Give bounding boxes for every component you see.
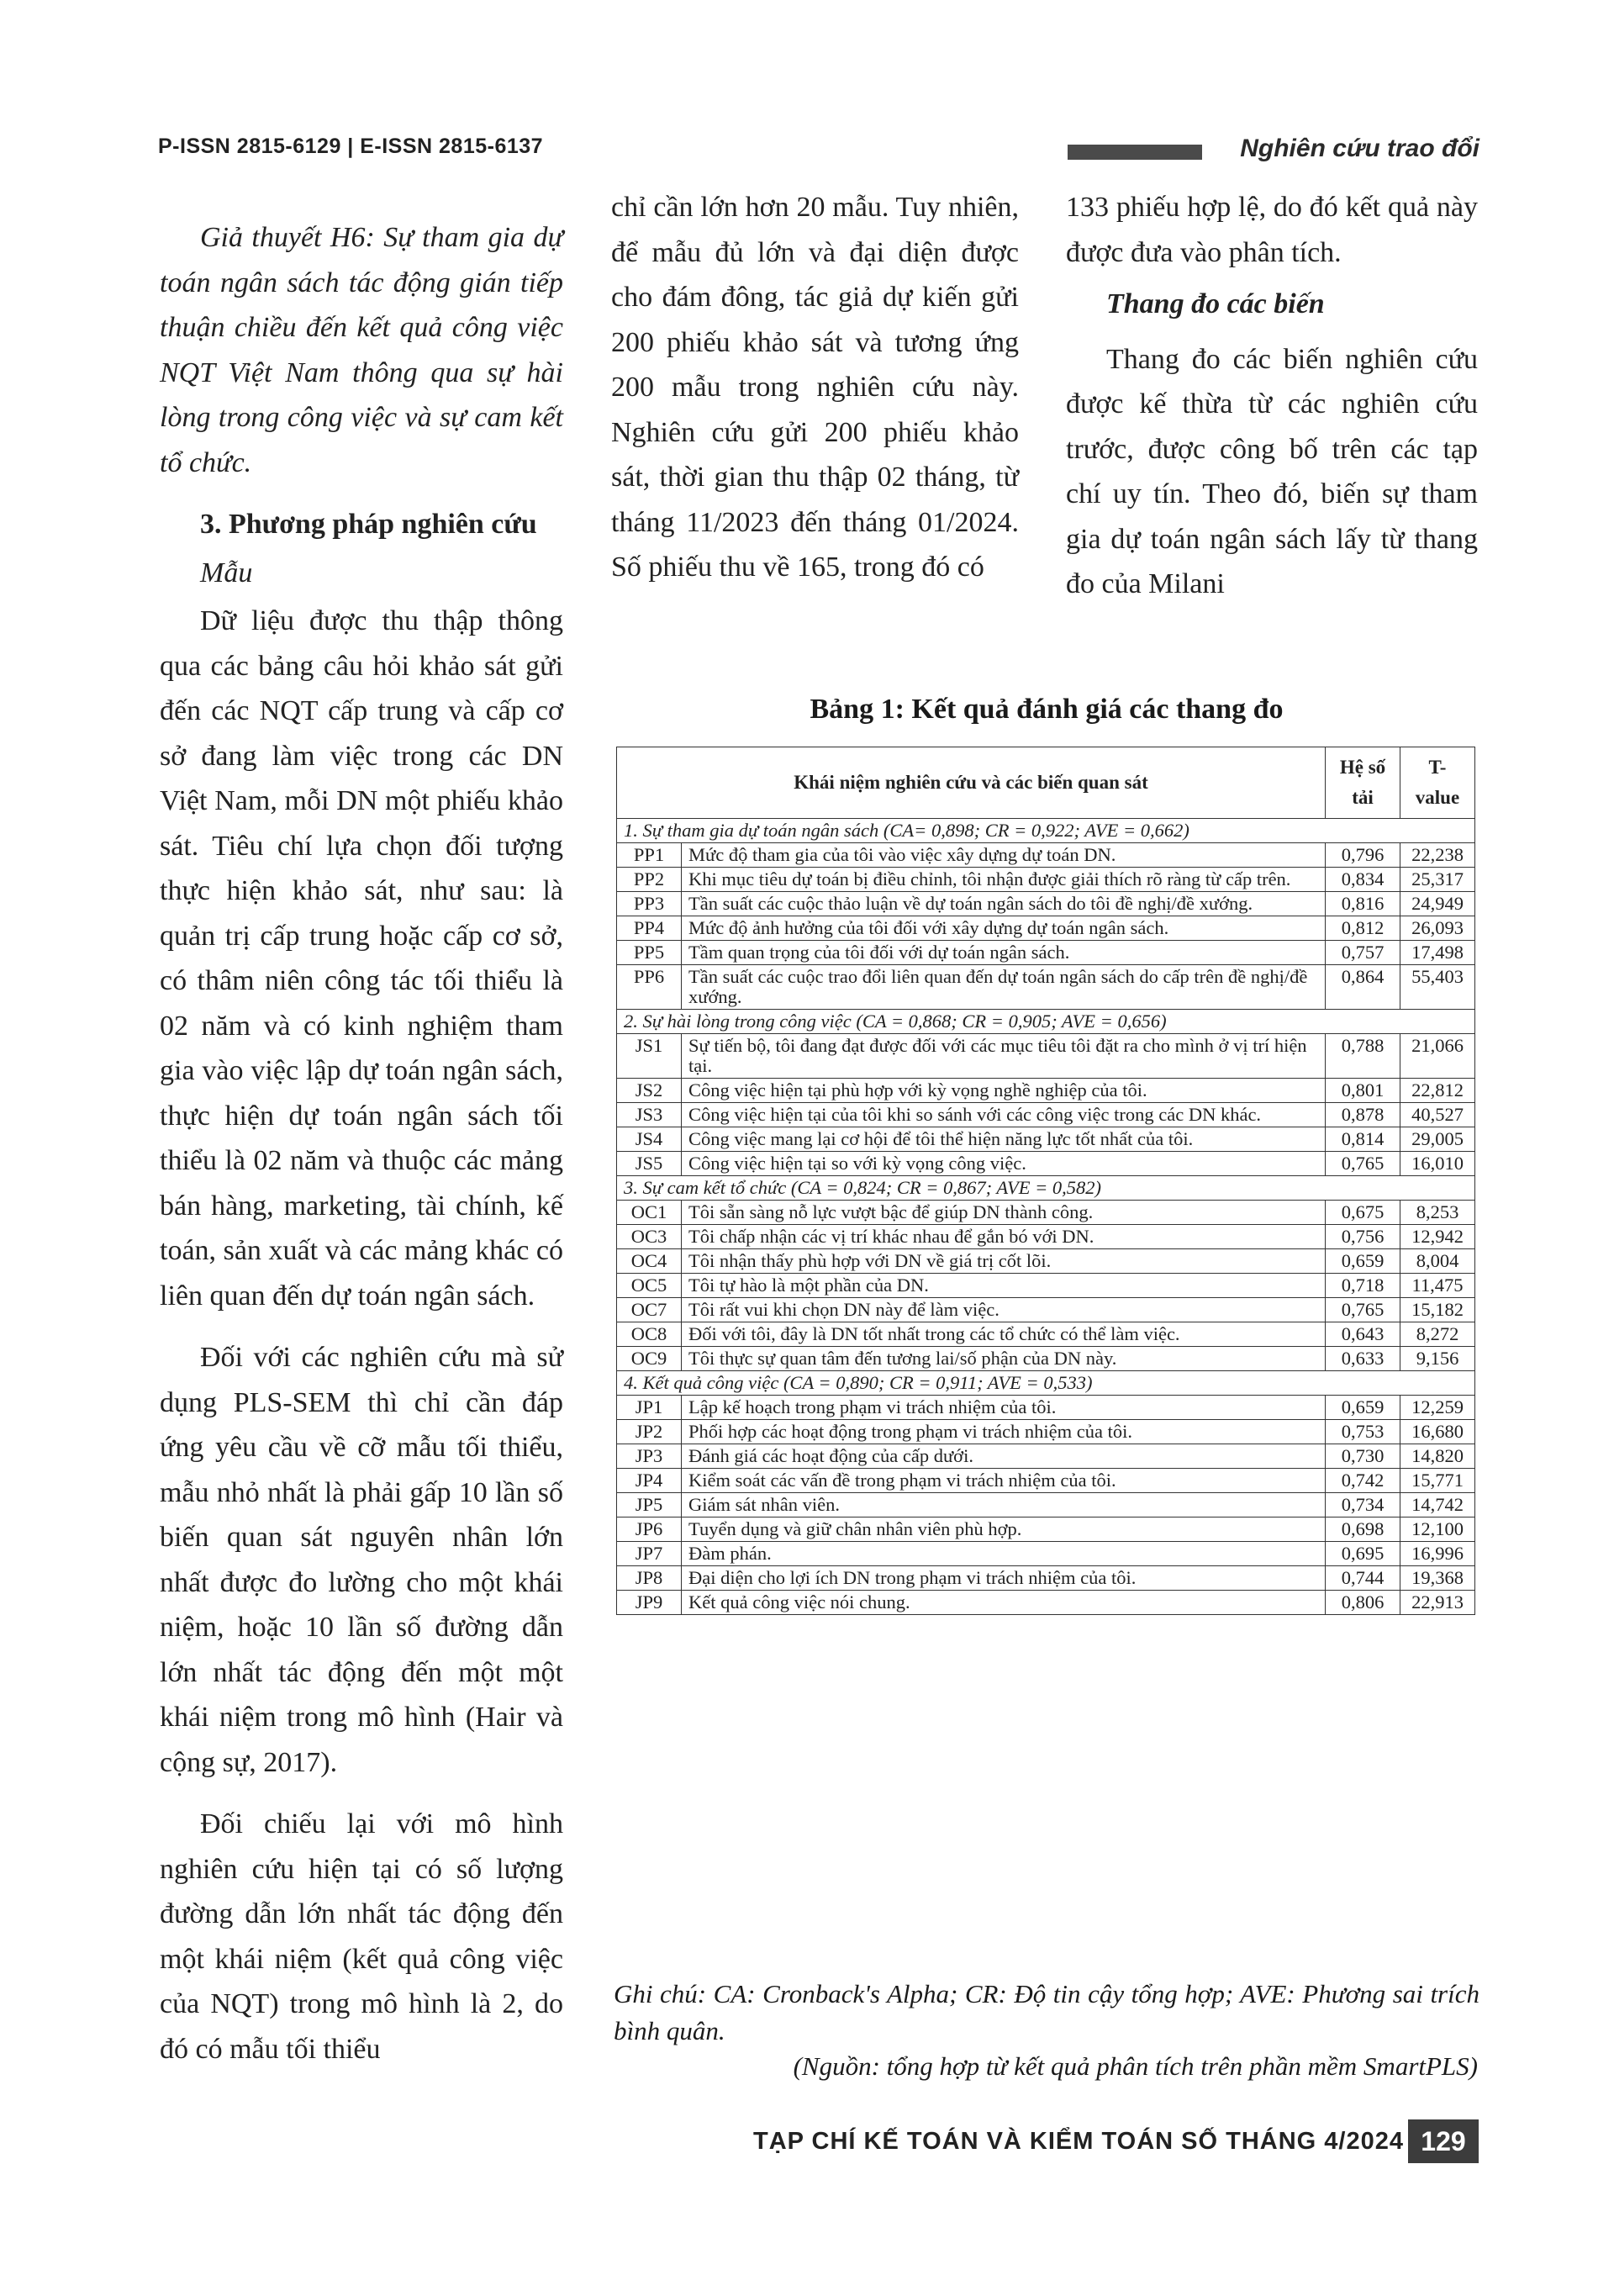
t-value: 55,403 [1400,965,1475,1010]
variable-code: OC4 [617,1249,682,1274]
variable-code: PP2 [617,868,682,892]
t-value: 12,259 [1400,1396,1475,1420]
paragraph-min-sample: Đối chiếu lại với mô hình nghiên cứu hiện tại có số lượng đường dẫn lớn nhất tác động đến một khái niệm (kết quả công việc của NQT) trong mô hình là 2, do đó có mẫu tối thiểu [160,1808,563,2065]
table-row [617,1396,1475,1420]
paragraph-pls-sem: Đối với các nghiên cứu mà sử dụng PLS-SEM thì chỉ cần đáp ứng yêu cầu về cỡ mẫu tối thiểu, mẫu nhỏ nhất là phải gấp 10 lần số biến quan sát nguyên nhân lớn nhất được đo lường cho một khái niệm, hoặc 10 lần số đường dẫn lớn nhất tác động đến một một khái niệm trong mô hình (Hair và cộng sự, 2017). [160,1342,563,1778]
variable-code: OC8 [617,1322,682,1347]
table-title: Bảng 1: Kết quả đánh giá các thang đo [810,694,1284,725]
scale-evaluation-table [616,747,1475,1615]
t-value: 14,820 [1400,1444,1475,1469]
t-value: 12,100 [1400,1517,1475,1542]
variable-code: JP3 [617,1444,682,1469]
table-row [617,1469,1475,1493]
variable-text: Tần suất các cuộc thảo luận về dự toán ngân sách do tôi đề nghị/đề xướng. [682,892,1326,916]
subheading-scales: Thang đo các biến [1106,288,1325,319]
table-row [617,1347,1475,1371]
text-column-3 [1066,185,1478,607]
table-body [617,819,1475,1615]
variable-code: JP7 [617,1542,682,1566]
header-concept: Khái niệm nghiên cứu và các biến quan sát [617,747,1326,819]
loading-value: 0,878 [1326,1103,1400,1127]
t-value: 8,253 [1400,1201,1475,1225]
loading-value: 0,675 [1326,1201,1400,1225]
variable-code: JP8 [617,1566,682,1591]
t-value: 11,475 [1400,1274,1475,1298]
variable-text: Lập kế hoạch trong phạm vi trách nhiệm của tôi. [682,1396,1326,1420]
table-row [617,1152,1475,1176]
variable-text: Sự tiến bộ, tôi đang đạt được đối với các mục tiêu tôi đặt ra cho mình ở vị trí hiện tại. [682,1034,1326,1079]
variable-text: Kết quả công việc nói chung. [682,1591,1326,1615]
loading-value: 0,753 [1326,1420,1400,1444]
variable-code: PP5 [617,941,682,965]
table-row [617,1493,1475,1517]
variable-text: Kiểm soát các vấn đề trong phạm vi trách nhiệm của tôi. [682,1469,1326,1493]
variable-code: OC5 [617,1274,682,1298]
variable-code: OC3 [617,1225,682,1249]
group-title: 1. Sự tham gia dự toán ngân sách (CA= 0,898; CR = 0,922; AVE = 0,662) [617,819,1475,843]
loading-value: 0,734 [1326,1493,1400,1517]
loading-value: 0,695 [1326,1542,1400,1566]
hypothesis-h6: Giả thuyết H6: Sự tham gia dự toán ngân sách tác động gián tiếp thuận chiều đến kết quả công việc NQT Việt Nam thông qua sự hài lòng trong công việc và sự cam kết tổ chức. [160,222,563,478]
table-header-row [617,747,1475,819]
t-value: 8,004 [1400,1249,1475,1274]
t-value: 9,156 [1400,1347,1475,1371]
t-value: 16,010 [1400,1152,1475,1176]
table-group-row [617,1176,1475,1201]
section-heading: 3. Phương pháp nghiên cứu [200,509,537,540]
table-row [617,941,1475,965]
loading-value: 0,765 [1326,1152,1400,1176]
variable-text: Tôi chấp nhận các vị trí khác nhau để gắn bó với DN. [682,1225,1326,1249]
variable-code: JP4 [617,1469,682,1493]
variable-text: Tầm quan trọng của tôi đối với dự toán ngân sách. [682,941,1326,965]
variable-code: JS2 [617,1079,682,1103]
t-value: 24,949 [1400,892,1475,916]
loading-value: 0,718 [1326,1274,1400,1298]
variable-text: Công việc hiện tại so với kỳ vọng công việc. [682,1152,1326,1176]
table-row [617,1298,1475,1322]
text-column-2 [611,185,1019,590]
table-row [617,892,1475,916]
variable-code: PP3 [617,892,682,916]
variable-code: PP1 [617,843,682,868]
table-row [617,1322,1475,1347]
variable-text: Khi mục tiêu dự toán bị điều chỉnh, tôi nhận được giải thích rõ ràng từ cấp trên. [682,868,1326,892]
loading-value: 0,633 [1326,1347,1400,1371]
loading-value: 0,814 [1326,1127,1400,1152]
loading-value: 0,864 [1326,965,1400,1010]
variable-code: JP9 [617,1591,682,1615]
t-value: 14,742 [1400,1493,1475,1517]
loading-value: 0,812 [1326,916,1400,941]
paragraph-scales: Thang đo các biến nghiên cứu được kế thừa từ các nghiên cứu trước, được công bố trên các tạp chí uy tín. Theo đó, biến sự tham gia dự toán ngân sách lấy từ thang đo của Milani [1066,343,1478,599]
header-loading: Hệ số tải [1326,747,1400,819]
variable-text: Tôi nhận thấy phù hợp với DN về giá trị cốt lõi. [682,1249,1326,1274]
loading-value: 0,659 [1326,1396,1400,1420]
table-row [617,916,1475,941]
variable-text: Phối hợp các hoạt động trong phạm vi trách nhiệm của tôi. [682,1420,1326,1444]
table-row [617,1249,1475,1274]
table-row [617,1079,1475,1103]
t-value: 19,368 [1400,1566,1475,1591]
t-value: 8,272 [1400,1322,1475,1347]
table-note: Ghi chú: CA: Cronback's Alpha; CR: Độ tin cậy tổng hợp; AVE: Phương sai trích bình quân. [614,1979,1480,2045]
table-group-row [617,1371,1475,1396]
issn-header: P-ISSN 2815-6129 | E-ISSN 2815-6137 [158,135,544,158]
loading-value: 0,834 [1326,868,1400,892]
t-value: 22,238 [1400,843,1475,868]
t-value: 15,771 [1400,1469,1475,1493]
table-row [617,1103,1475,1127]
table-row [617,1274,1475,1298]
variable-code: JS1 [617,1034,682,1079]
header-tvalue: T-value [1400,747,1475,819]
variable-text: Tần suất các cuộc trao đổi liên quan đến dự toán ngân sách do cấp trên đề nghị/đề xướng. [682,965,1326,1010]
loading-value: 0,730 [1326,1444,1400,1469]
paragraph-sample-size: chỉ cần lớn hơn 20 mẫu. Tuy nhiên, để mẫu đủ lớn và đại diện được cho đám đông, tác giả dự kiến gửi 200 phiếu khảo sát và tương ứng 200 mẫu trong nghiên cứu này. Nghiên cứu gửi 200 phiếu khảo sát, thời gian thu thập 02 tháng, từ tháng 11/2023 đến tháng 01/2024. Số phiếu thu về 165, trong đó có [611,192,1019,583]
table-row [617,1127,1475,1152]
variable-code: JP1 [617,1396,682,1420]
loading-value: 0,643 [1326,1322,1400,1347]
loading-value: 0,796 [1326,843,1400,868]
page-number: 129 [1408,2119,1479,2163]
variable-text: Giám sát nhân viên. [682,1493,1326,1517]
variable-code: JS3 [617,1103,682,1127]
t-value: 40,527 [1400,1103,1475,1127]
variable-code: JP2 [617,1420,682,1444]
loading-value: 0,744 [1326,1566,1400,1591]
t-value: 17,498 [1400,941,1475,965]
table-source: (Nguồn: tổng hợp từ kết quả phân tích trên phần mềm SmartPLS) [793,2051,1478,2081]
variable-text: Công việc mang lại cơ hội để tôi thể hiện năng lực tốt nhất của tôi. [682,1127,1326,1152]
table-row [617,1566,1475,1591]
variable-text: Tôi tự hào là một phần của DN. [682,1274,1326,1298]
t-value: 21,066 [1400,1034,1475,1079]
loading-value: 0,698 [1326,1517,1400,1542]
group-title: 3. Sự cam kết tổ chức (CA = 0,824; CR = 0,867; AVE = 0,582) [617,1176,1475,1201]
table-row [617,843,1475,868]
group-title: 4. Kết quả công việc (CA = 0,890; CR = 0,911; AVE = 0,533) [617,1371,1475,1396]
t-value: 22,812 [1400,1079,1475,1103]
t-value: 25,317 [1400,868,1475,892]
paragraph-sample-data: Dữ liệu được thu thập thông qua các bảng câu hỏi khảo sát gửi đến các NQT cấp trung và cấp cơ sở đang làm việc trong các DN Việt Nam, mỗi DN một phiếu khảo sát. Tiêu chí lựa chọn đối tượng thực hiện khảo sát, như sau: là quản trị cấp trung hoặc cấp cơ sở, có thâm niên công tác tối thiểu là 02 năm và có kinh nghiệm tham gia vào việc lập dự toán ngân sách, thực hiện dự toán ngân sách tối thiểu là 02 năm và thuộc các mảng bán hàng, marketing, tài chính, kế toán, sản xuất và các mảng khác có liên quan đến dự toán ngân sách. [160,605,563,1312]
table-row [617,1517,1475,1542]
variable-text: Tôi sẵn sàng nỗ lực vượt bậc để giúp DN thành công. [682,1201,1326,1225]
header-decor-bar [1068,145,1202,160]
table-row [617,868,1475,892]
variable-code: JP6 [617,1517,682,1542]
loading-value: 0,765 [1326,1298,1400,1322]
t-value: 22,913 [1400,1591,1475,1615]
journal-footer: TẠP CHÍ KẾ TOÁN VÀ KIỂM TOÁN SỐ THÁNG 4/2024 [753,2128,1404,2155]
t-value: 12,942 [1400,1225,1475,1249]
variable-text: Mức độ ảnh hưởng của tôi đối với xây dựng dự toán ngân sách. [682,916,1326,941]
loading-value: 0,756 [1326,1225,1400,1249]
variable-code: JP5 [617,1493,682,1517]
text-column-1 [160,215,563,2072]
variable-text: Tuyển dụng và giữ chân nhân viên phù hợp. [682,1517,1326,1542]
variable-text: Công việc hiện tại của tôi khi so sánh với các công việc trong các DN khác. [682,1103,1326,1127]
table-row [617,1591,1475,1615]
table-row [617,1034,1475,1079]
variable-text: Đánh giá các hoạt động của cấp dưới. [682,1444,1326,1469]
loading-value: 0,742 [1326,1469,1400,1493]
variable-text: Mức độ tham gia của tôi vào việc xây dựng dự toán DN. [682,843,1326,868]
table-group-row [617,1010,1475,1034]
variable-code: JS5 [617,1152,682,1176]
paragraph-valid-responses: 133 phiếu hợp lệ, do đó kết quả này được đưa vào phân tích. [1066,192,1478,268]
variable-text: Đàm phán. [682,1542,1326,1566]
variable-code: OC1 [617,1201,682,1225]
table-group-row [617,819,1475,843]
variable-text: Đối với tôi, đây là DN tốt nhất trong các tổ chức có thể làm việc. [682,1322,1326,1347]
table-row [617,1225,1475,1249]
loading-value: 0,757 [1326,941,1400,965]
variable-text: Tôi thực sự quan tâm đến tương lai/số phận của DN này. [682,1347,1326,1371]
group-title: 2. Sự hài lòng trong công việc (CA = 0,868; CR = 0,905; AVE = 0,656) [617,1010,1475,1034]
section-header: Nghiên cứu trao đổi [1240,135,1480,162]
variable-text: Công việc hiện tại phù hợp với kỳ vọng nghề nghiệp của tôi. [682,1079,1326,1103]
variable-code: PP4 [617,916,682,941]
variable-text: Tôi rất vui khi chọn DN này để làm việc. [682,1298,1326,1322]
loading-value: 0,816 [1326,892,1400,916]
t-value: 16,996 [1400,1542,1475,1566]
variable-code: OC9 [617,1347,682,1371]
table-row [617,1201,1475,1225]
variable-text: Đại diện cho lợi ích DN trong phạm vi trách nhiệm của tôi. [682,1566,1326,1591]
loading-value: 0,801 [1326,1079,1400,1103]
loading-value: 0,806 [1326,1591,1400,1615]
t-value: 15,182 [1400,1298,1475,1322]
table-row [617,965,1475,1010]
variable-code: JS4 [617,1127,682,1152]
loading-value: 0,788 [1326,1034,1400,1079]
t-value: 16,680 [1400,1420,1475,1444]
variable-code: PP6 [617,965,682,1010]
table-row [617,1542,1475,1566]
loading-value: 0,659 [1326,1249,1400,1274]
t-value: 29,005 [1400,1127,1475,1152]
variable-code: OC7 [617,1298,682,1322]
subheading-sample: Mẫu [200,557,253,589]
table-row [617,1420,1475,1444]
t-value: 26,093 [1400,916,1475,941]
table-row [617,1444,1475,1469]
